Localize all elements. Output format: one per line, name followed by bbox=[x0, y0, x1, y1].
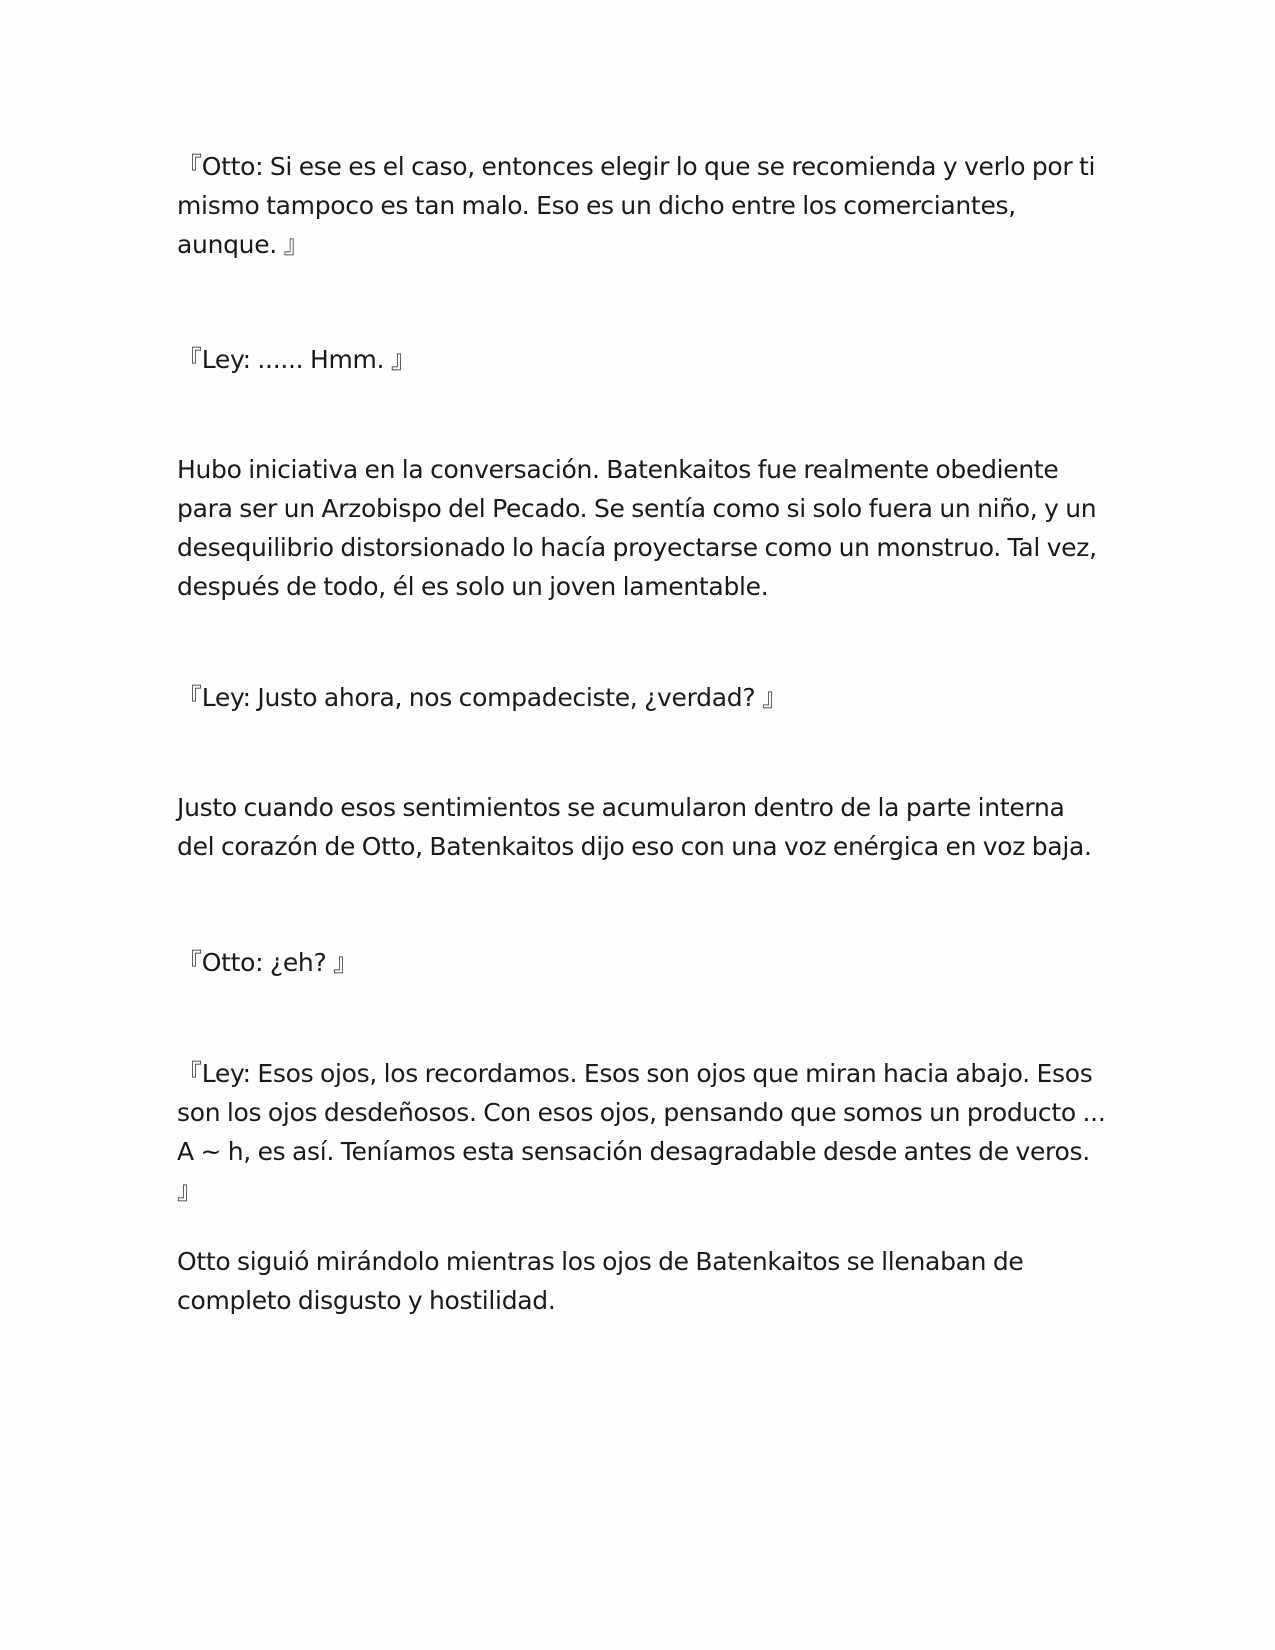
dialogue-ley-hmm: 『Ley: ...... Hmm. 』 bbox=[177, 345, 416, 374]
dialogue-otto-eh: 『Otto: ¿eh? 』 bbox=[177, 948, 358, 977]
narration-feelings: Justo cuando esos sentimientos se acumularon dentro de la parte interna del corazón de Otto, Batenkaitos dijo eso con una voz enérgica en voz baja. bbox=[177, 793, 1092, 861]
dialogue-ley-eyes: 『Ley: Esos ojos, los recordamos. Esos son ojos que miran hacia abajo. Esos son los ojos desdeñosos. Con esos ojos, pensando que somos un producto ... A ~ h, es así. Teníamos esta sensación desagradable desde antes de veros. 』 bbox=[177, 1059, 1106, 1205]
dialogue-otto-recommendation: 『Otto: Si ese es el caso, entonces elegir lo que se recomienda y verlo por ti mismo tampoco es tan malo. Eso es un dicho entre los comerciantes, aunque. 』 bbox=[177, 152, 1096, 259]
dialogue-ley-pity: 『Ley: Justo ahora, nos compadeciste, ¿verdad? 』 bbox=[177, 683, 787, 712]
narration-initiative: Hubo iniciativa en la conversación. Batenkaitos fue realmente obediente para ser un Arzobispo del Pecado. Se sentía como si solo fuera un niño, y un desequilibrio distorsionado lo hacía proyectarse como un monstruo. Tal vez, después de todo, él es solo un joven lamentable. bbox=[177, 455, 1097, 601]
narration-hostility: Otto siguió mirándolo mientras los ojos de Batenkaitos se llenaban de completo disgusto y hostilidad. bbox=[177, 1247, 1024, 1315]
